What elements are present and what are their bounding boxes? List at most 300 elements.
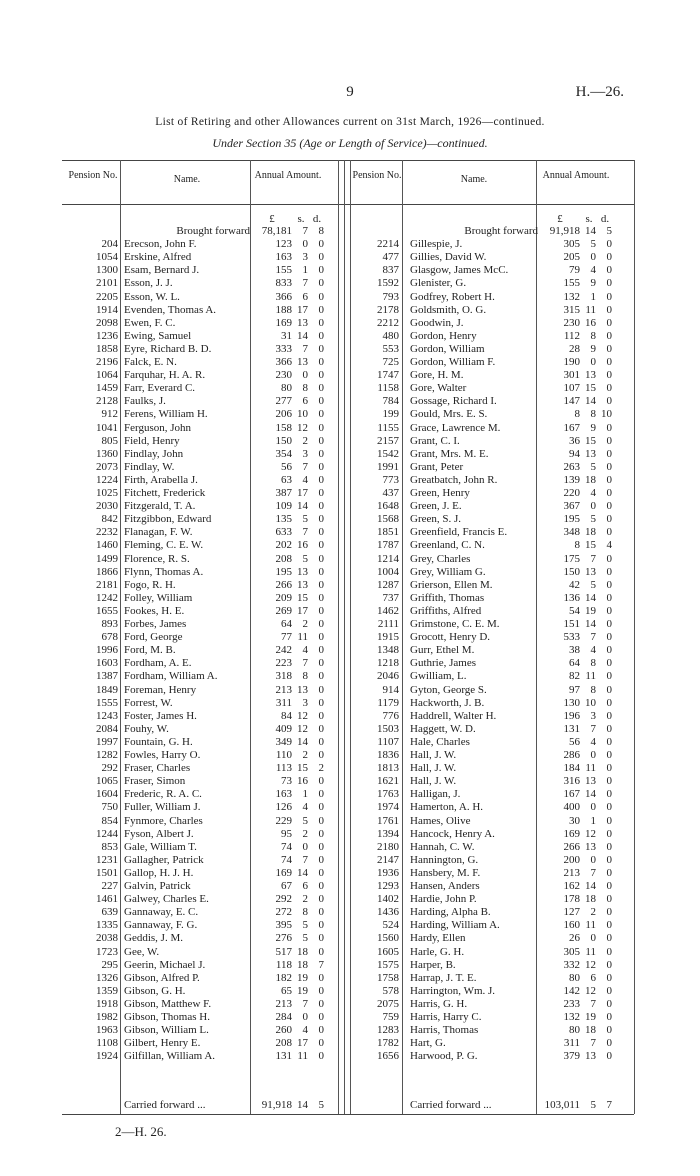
pensioner-name: Grey, Charles: [410, 552, 471, 565]
carried-forward-pence: 5: [318, 1099, 324, 1111]
amount-pounds: 56: [281, 460, 292, 473]
amount-pence: 0: [318, 683, 324, 696]
pensioner-name: Farquhar, H. A. R.: [124, 369, 206, 382]
amount-pence: 0: [318, 945, 324, 958]
pension-number: 837: [382, 264, 399, 277]
amount-shillings: 4: [302, 473, 308, 486]
pension-number: 1568: [377, 513, 399, 526]
amount-pounds: 169: [275, 316, 292, 329]
amount-shillings: 10: [585, 696, 596, 709]
pensioner-name: Haggett, W. D.: [410, 722, 476, 735]
pensioner-name: Grant, Peter: [410, 460, 464, 473]
amount-pence: 0: [318, 709, 324, 722]
amount-pounds: 38: [569, 644, 580, 657]
amount-pounds: 260: [275, 1024, 292, 1037]
amount-pounds: 169: [275, 866, 292, 879]
amount-shillings: 11: [585, 945, 596, 958]
amount-pounds: 80: [281, 382, 292, 395]
pensioner-name: Glenister, G.: [410, 277, 467, 290]
pension-number: 2046: [377, 670, 399, 683]
amount-pence: 0: [606, 932, 612, 945]
pension-number: 776: [382, 709, 399, 722]
amount-pounds: 395: [275, 919, 292, 932]
amount-pounds: 160: [563, 919, 580, 932]
pensioner-name: Harper, B.: [410, 958, 456, 971]
pension-number: 737: [382, 591, 399, 604]
header-name: Name.: [460, 174, 488, 185]
amount-shillings: 2: [302, 893, 308, 906]
amount-pence: 0: [318, 788, 324, 801]
pensioner-name: Gallagher, Patrick: [124, 853, 204, 866]
pensioner-name: Harris, Thomas: [410, 1024, 479, 1037]
amount-pence: 0: [318, 893, 324, 906]
amount-shillings: 5: [302, 552, 308, 565]
amount-pence: 0: [606, 840, 612, 853]
pension-number: 1287: [377, 578, 399, 591]
pension-number: 2232: [96, 526, 118, 539]
amount-pence: 0: [318, 342, 324, 355]
pension-number: 1866: [96, 565, 118, 578]
amount-shillings: 12: [585, 984, 596, 997]
pension-number: 1503: [377, 722, 399, 735]
pensioner-name: Gibson, G. H.: [124, 984, 186, 997]
pensioner-name: Foreman, Henry: [124, 683, 197, 696]
amount-pounds: 155: [275, 264, 292, 277]
amount-shillings: 14: [585, 880, 596, 892]
pension-number: 1065: [96, 775, 118, 788]
amount-shillings: 19: [297, 971, 308, 984]
amount-pounds: 56: [569, 735, 580, 748]
pension-number: 1244: [96, 827, 118, 840]
amount-pence: 0: [318, 460, 324, 473]
pension-number: 1849: [96, 683, 118, 696]
pensioner-name: Fowles, Harry O.: [124, 749, 201, 761]
amount-shillings: 12: [297, 709, 308, 722]
header-pound: £: [269, 213, 275, 225]
amount-pence: 7: [318, 958, 324, 971]
amount-pence: 0: [318, 814, 324, 827]
amount-shillings: 9: [590, 342, 596, 355]
amount-pounds: 284: [275, 1011, 292, 1023]
pension-number: 1915: [377, 631, 399, 644]
amount-shillings: 5: [302, 932, 308, 945]
amount-pence: 0: [318, 775, 324, 788]
amount-pounds: 135: [275, 513, 292, 526]
pension-number: 1436: [377, 906, 399, 919]
amount-pounds: 64: [569, 657, 580, 670]
pensioner-name: Harding, Alpha B.: [410, 906, 491, 919]
amount-pence: 0: [606, 251, 612, 264]
pensioner-name: Faulks, J.: [124, 395, 166, 408]
page-subtitle: Under Section 35 (Age or Length of Service)—continued.: [212, 136, 488, 150]
pension-number: 1348: [377, 644, 399, 657]
amount-shillings: 5: [590, 513, 596, 526]
amount-pence: 0: [606, 657, 612, 670]
amount-shillings: 18: [297, 958, 308, 971]
amount-shillings: 1: [302, 788, 308, 801]
pension-number: 1761: [377, 814, 399, 827]
amount-shillings: 17: [297, 303, 308, 316]
amount-pence: 0: [318, 500, 324, 513]
amount-shillings: 0: [590, 356, 596, 368]
amount-pounds: 178: [563, 893, 580, 906]
pensioner-name: Florence, R. S.: [124, 552, 190, 565]
pensioner-name: Gordon, William F.: [410, 356, 496, 368]
pension-number: 227: [101, 880, 118, 892]
amount-shillings: 7: [302, 997, 308, 1010]
amount-shillings: 16: [297, 775, 308, 788]
amount-shillings: 13: [585, 369, 596, 382]
pension-number: 524: [382, 919, 399, 932]
amount-shillings: 11: [585, 303, 596, 316]
amount-shillings: 18: [585, 1024, 596, 1037]
pensioner-name: Erskine, Alfred: [124, 251, 192, 264]
amount-pence: 0: [318, 749, 324, 761]
amount-pence: 0: [606, 460, 612, 473]
amount-shillings: 0: [590, 749, 596, 761]
pension-number: 578: [382, 984, 399, 997]
amount-shillings: 4: [590, 487, 596, 499]
amount-pence: 0: [318, 408, 324, 421]
brought-forward-pence: 8: [318, 225, 324, 237]
amount-pence: 0: [318, 578, 324, 591]
amount-pence: 0: [318, 644, 324, 657]
amount-shillings: 0: [590, 853, 596, 866]
amount-pence: 0: [318, 277, 324, 290]
pensioner-name: Hackworth, J. B.: [410, 696, 485, 709]
amount-pence: 0: [318, 1024, 324, 1037]
pensioner-name: Hardie, John P.: [410, 893, 477, 906]
amount-shillings: 13: [585, 840, 596, 853]
amount-shillings: 17: [297, 604, 308, 617]
amount-pence: 0: [606, 971, 612, 984]
pension-number: 1231: [96, 853, 118, 866]
pensioner-name: Hall, J. W.: [410, 749, 457, 761]
pension-number: 1542: [377, 447, 399, 460]
table-bottom-rule: [62, 1114, 634, 1115]
amount-pounds: 151: [563, 618, 580, 630]
pension-number: 1974: [377, 801, 399, 814]
amount-pounds: 54: [569, 604, 580, 617]
amount-pounds: 95: [281, 827, 292, 840]
pensioner-name: Gould, Mrs. E. S.: [410, 408, 488, 421]
pension-number: 1605: [377, 945, 399, 958]
pension-number: 437: [382, 487, 399, 499]
amount-pounds: 354: [275, 447, 292, 460]
amount-shillings: 8: [590, 408, 596, 421]
pensioner-name: Fordham, A. E.: [124, 657, 192, 670]
amount-pence: 0: [606, 749, 612, 761]
amount-pence: 0: [318, 866, 324, 879]
amount-shillings: 7: [302, 853, 308, 866]
pensioner-name: Gwilliam, L.: [410, 670, 467, 683]
amount-shillings: 2: [590, 906, 596, 919]
pensioner-name: Flynn, Thomas A.: [124, 565, 204, 578]
pension-number: 553: [382, 342, 399, 355]
pension-number: 1461: [96, 893, 118, 906]
pension-number: 1656: [377, 1050, 399, 1063]
pension-number: 199: [382, 408, 399, 421]
amount-pence: 0: [318, 316, 324, 329]
header-pension-no: Pension No.: [352, 170, 402, 181]
pensioner-name: Farr, Everard C.: [124, 382, 196, 395]
amount-shillings: 16: [297, 539, 308, 552]
pension-number: 1335: [96, 919, 118, 932]
pensioner-name: Harle, G. H.: [410, 945, 465, 958]
amount-shillings: 15: [585, 434, 596, 447]
amount-pence: 10: [601, 408, 612, 421]
amount-pence: 0: [318, 631, 324, 644]
amount-pence: 0: [606, 369, 612, 382]
amount-pounds: 533: [563, 631, 580, 644]
pension-number: 1236: [96, 329, 118, 342]
pensioner-name: Fountain, G. H.: [124, 735, 193, 748]
pensioner-name: Godfrey, Robert H.: [410, 290, 495, 303]
pension-number: 2214: [377, 238, 399, 251]
amount-pence: 0: [318, 526, 324, 539]
amount-pence: 0: [318, 1037, 324, 1050]
amount-shillings: 18: [585, 473, 596, 486]
amount-pence: 0: [318, 696, 324, 709]
amount-pence: 0: [606, 958, 612, 971]
amount-shillings: 0: [590, 251, 596, 264]
pensioner-name: Hannington, G.: [410, 853, 479, 866]
pensioner-name: Folley, William: [124, 591, 193, 604]
amount-pounds: 195: [563, 513, 580, 526]
pensioner-name: Gyton, George S.: [410, 683, 487, 696]
amount-pounds: 188: [275, 303, 292, 316]
pension-number: 1004: [377, 565, 399, 578]
pension-number: 1996: [96, 644, 118, 657]
amount-shillings: 1: [302, 264, 308, 277]
amount-pounds: 220: [563, 487, 580, 499]
pensioner-name: Ferens, William H.: [124, 408, 208, 421]
amount-pounds: 230: [563, 316, 580, 329]
brought-forward-label: Brought forward: [464, 225, 538, 237]
pensioner-name: Harris, Harry C.: [410, 1011, 482, 1023]
pension-number: 2075: [377, 997, 399, 1010]
pensioner-name: Ewing, Samuel: [124, 329, 192, 342]
pension-number: 2128: [96, 395, 118, 408]
amount-pounds: 332: [563, 958, 580, 971]
pensioner-name: Griffith, Thomas: [410, 591, 485, 604]
amount-pence: 0: [318, 670, 324, 683]
amount-shillings: 7: [590, 552, 596, 565]
pensioner-name: Hall, J. W.: [410, 775, 457, 788]
amount-pounds: 182: [275, 971, 292, 984]
pensioner-name: Falck, E. N.: [124, 356, 177, 368]
carried-forward-shillings: 14: [297, 1099, 308, 1111]
amount-pence: 0: [318, 932, 324, 945]
pension-number: 292: [101, 762, 118, 775]
amount-pence: 0: [606, 238, 612, 251]
amount-shillings: 4: [302, 1024, 308, 1037]
amount-shillings: 9: [590, 421, 596, 434]
amount-pence: 0: [318, 238, 324, 251]
amount-pence: 0: [606, 683, 612, 696]
amount-pounds: 113: [275, 762, 292, 775]
amount-pence: 0: [606, 762, 612, 775]
amount-pounds: 84: [281, 709, 292, 722]
amount-pounds: 311: [275, 696, 292, 709]
pension-number: 1592: [377, 277, 399, 290]
pensioner-name: Frederic, R. A. C.: [124, 788, 202, 801]
amount-pounds: 64: [281, 618, 292, 630]
brought-forward-shillings: 14: [585, 225, 596, 237]
pensioner-name: Hansen, Anders: [410, 880, 480, 892]
pensioner-name: Fuller, William J.: [124, 801, 201, 814]
pension-number: 2157: [377, 434, 399, 447]
amount-pounds: 28: [569, 342, 580, 355]
header-pension-no: Pension No.: [68, 170, 118, 181]
pensioner-name: Galvin, Patrick: [124, 880, 191, 892]
amount-pounds: 315: [563, 303, 580, 316]
pension-number: 1360: [96, 447, 118, 460]
carried-forward-label: Carried forward ...: [124, 1099, 206, 1111]
amount-pounds: 348: [563, 526, 580, 539]
amount-pounds: 42: [569, 578, 580, 591]
amount-pence: 0: [318, 591, 324, 604]
amount-pounds: 26: [569, 932, 580, 945]
amount-pence: 0: [606, 1011, 612, 1023]
pensioner-name: Fogo, R. H.: [124, 578, 176, 591]
amount-shillings: 13: [585, 1050, 596, 1063]
amount-pence: 0: [606, 880, 612, 892]
amount-pounds: 311: [563, 1037, 580, 1050]
amount-pence: 0: [318, 303, 324, 316]
amount-pounds: 109: [275, 500, 292, 513]
pensioner-name: Green, J. E.: [410, 500, 462, 513]
amount-pence: 0: [318, 657, 324, 670]
header-pence: d.: [600, 213, 610, 225]
amount-pounds: 73: [281, 775, 292, 788]
amount-pence: 0: [606, 604, 612, 617]
amount-shillings: 3: [302, 696, 308, 709]
amount-pounds: 142: [563, 984, 580, 997]
amount-pence: 0: [606, 775, 612, 788]
amount-pence: 0: [318, 329, 324, 342]
pensioner-name: Grant, Mrs. M. E.: [410, 447, 489, 460]
amount-pence: 0: [318, 827, 324, 840]
amount-shillings: 13: [297, 683, 308, 696]
pensioner-name: Grey, William G.: [410, 565, 486, 578]
amount-shillings: 7: [590, 866, 596, 879]
amount-shillings: 13: [297, 565, 308, 578]
amount-pence: 0: [318, 1050, 324, 1063]
pension-number: 1782: [377, 1037, 399, 1050]
pensioner-name: Grant, C. I.: [410, 434, 460, 447]
pension-number: 1243: [96, 709, 118, 722]
pensioner-name: Fyson, Albert J.: [124, 827, 194, 840]
amount-shillings: 8: [590, 657, 596, 670]
amount-pounds: 150: [275, 434, 292, 447]
amount-pence: 0: [318, 539, 324, 552]
pension-number: 1501: [96, 866, 118, 879]
header-pence: d.: [312, 213, 322, 225]
amount-shillings: 6: [302, 290, 308, 303]
pension-number: 1655: [96, 604, 118, 617]
pension-number: 1064: [96, 369, 118, 382]
amount-pence: 0: [318, 735, 324, 748]
amount-pounds: 80: [569, 1024, 580, 1037]
amount-pence: 0: [606, 526, 612, 539]
pension-number: 759: [382, 1011, 399, 1023]
amount-pence: 0: [606, 618, 612, 630]
pension-number: 853: [101, 840, 118, 853]
amount-shillings: 15: [585, 382, 596, 395]
amount-pence: 0: [318, 251, 324, 264]
amount-pence: 0: [318, 264, 324, 277]
amount-shillings: 0: [302, 1011, 308, 1023]
pension-number: 1107: [377, 735, 399, 748]
pensioner-name: Fookes, H. E.: [124, 604, 185, 617]
amount-shillings: 2: [302, 749, 308, 761]
amount-shillings: 16: [585, 316, 596, 329]
amount-shillings: 4: [590, 735, 596, 748]
pension-number: 1924: [96, 1050, 118, 1063]
amount-shillings: 14: [585, 788, 596, 801]
amount-pence: 0: [606, 670, 612, 683]
amount-shillings: 14: [585, 395, 596, 408]
pension-number: 1460: [96, 539, 118, 552]
amount-pounds: 400: [563, 801, 580, 814]
pension-number: 1575: [377, 958, 399, 971]
amount-shillings: 18: [585, 526, 596, 539]
amount-pence: 0: [318, 356, 324, 368]
pensioner-name: Goldsmith, O. G.: [410, 303, 487, 316]
pension-number: 295: [101, 958, 118, 971]
amount-shillings: 11: [585, 670, 596, 683]
amount-pounds: 318: [275, 670, 292, 683]
amount-shillings: 15: [297, 591, 308, 604]
pensioner-name: Ford, George: [124, 631, 183, 644]
pension-number: 1025: [96, 487, 118, 499]
amount-pounds: 305: [563, 238, 580, 251]
pension-number: 477: [382, 251, 399, 264]
pensioner-name: Firth, Arabella J.: [124, 473, 198, 486]
amount-pounds: 123: [275, 238, 292, 251]
column-divider: [338, 160, 339, 1114]
amount-pounds: 230: [275, 369, 292, 382]
amount-pounds: 387: [275, 487, 292, 499]
amount-pounds: 200: [563, 853, 580, 866]
amount-pounds: 80: [569, 971, 580, 984]
amount-pounds: 63: [281, 473, 292, 486]
pension-number: 725: [382, 356, 399, 368]
pension-number: 1359: [96, 984, 118, 997]
amount-pence: 0: [318, 290, 324, 303]
amount-pence: 0: [606, 513, 612, 526]
pension-number: 914: [382, 683, 399, 696]
amount-pence: 2: [318, 762, 324, 775]
pensioner-name: Hamerton, A. H.: [410, 801, 484, 814]
amount-pounds: 196: [563, 709, 580, 722]
pensioner-name: Grocott, Henry D.: [410, 631, 491, 644]
pensioner-name: Fraser, Charles: [124, 762, 191, 775]
pensioner-name: Hall, J. W.: [410, 762, 457, 775]
amount-shillings: 6: [302, 395, 308, 408]
pension-number: 1179: [377, 696, 399, 709]
amount-pence: 0: [606, 997, 612, 1010]
amount-shillings: 6: [590, 971, 596, 984]
amount-pence: 0: [318, 421, 324, 434]
amount-pence: 0: [606, 1024, 612, 1037]
pension-number: 1936: [377, 866, 399, 879]
pensioner-name: Esam, Bernard J.: [124, 264, 200, 277]
pensioner-name: Gannaway, F. G.: [124, 919, 198, 932]
pension-number: 1758: [377, 971, 399, 984]
pension-number: 793: [382, 290, 399, 303]
